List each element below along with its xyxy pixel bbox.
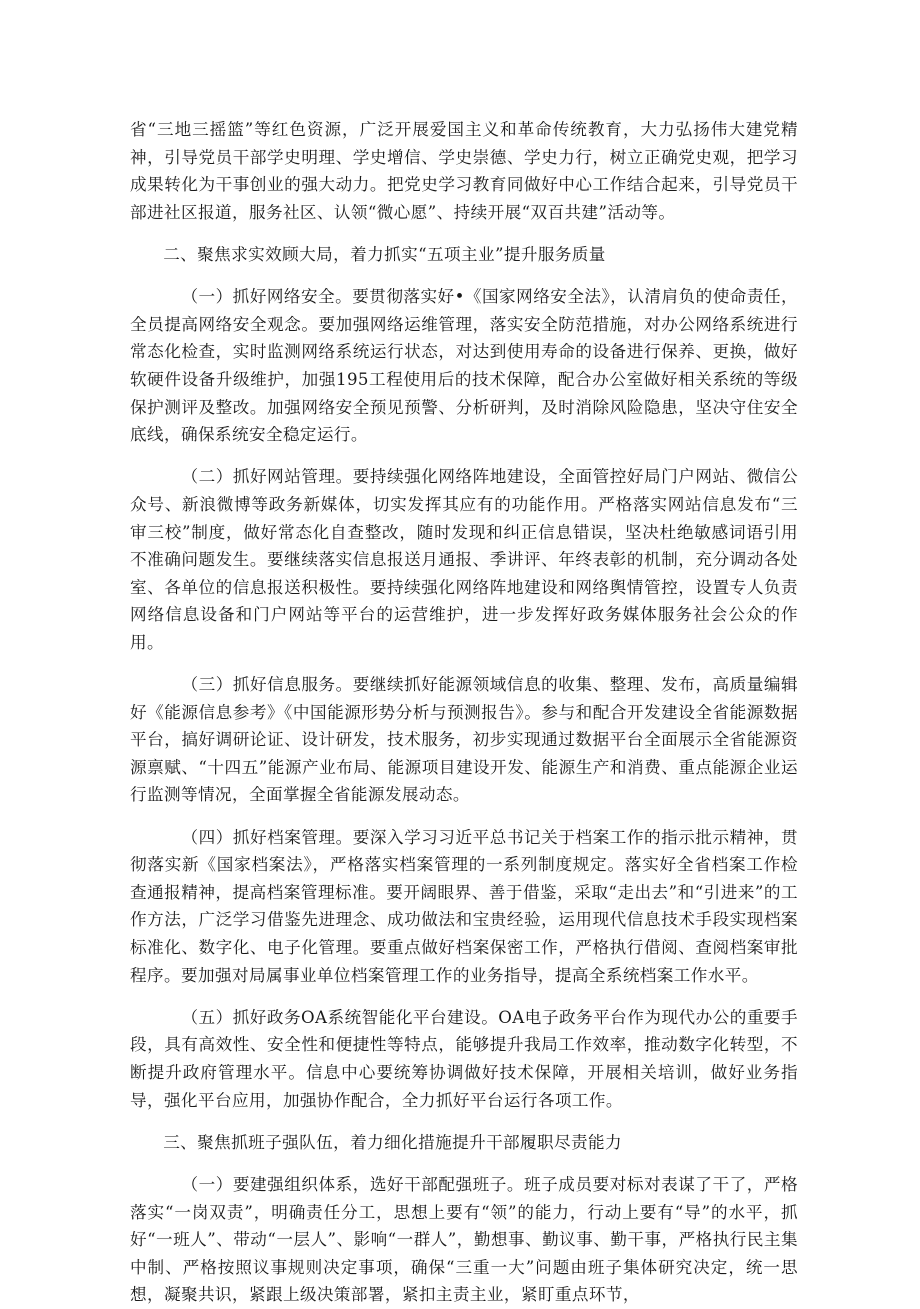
body-paragraph: 省“三地三摇篮”等红色资源，广泛开展爱国主义和革命传统教育，大力弘扬伟大建党精神，引导党员干部学史明理、学史增信、学史崇德、学史力行，树立正确党史观，把学习成果转化为干事创业的强大动力。把党史学习教育同做好中心工作结合起来，引导党员干部进社区报道，服务社区、认领“微心愿”、持续开展“双百共建”活动等。 xyxy=(130,120,798,222)
sub-item-paragraph: （五）抓好政务OA系统智能化平台建设。OA电子政务平台作为现代办公的重要手段，具有高效性、安全性和便捷性等特点，能够提升我局工作效率，推动数字化转型，不断提升政府管理水平。信息中心要统筹协调做好技术保障，开展相关培训，做好业务指导，强化平台应用，加强协作配合，全力抓好平台运行各项工作。 xyxy=(130,1007,798,1110)
sub-item-paragraph: （四）抓好档案管理。要深入学习习近平总书记关于档案工作的指示批示精神，贯彻落实新《国家档案法》，严格落实档案管理的一系列制度规定。落实好全省档案工作检查通报精神，提高档案管理标准。要开阔眼界、善于借鉴，采取“走出去”和“引进来”的工作方法，广泛学习借鉴先进理念、成功做法和宝贵经验，运用现代信息技术手段实现档案标准化、数字化、电子化管理。要重点做好档案保密工作，严格执行借阅、查阅档案审批程序。要加强对局属事业单位档案管理工作的业务指导，提高全系统档案工作水平。 xyxy=(130,827,798,985)
sub-item-paragraph: （二）抓好网站管理。要持续强化网络阵地建设，全面管控好局门户网站、微信公众号、新浪微博等政务新媒体，切实发挥其应有的功能作用。严格落实网站信息发布“三审三校”制度，做好常态化自查整改，随时发现和纠正信息错误，坚决杜绝敏感词语引用不准确问题发生。要继续落实信息报送月通报、季讲评、年终表彰的机制，充分调动各处室、各单位的信息报送积极性。要持续强化网络阵地建设和网络舆情管控，设置专人负责网络信息设备和门户网站等平台的运营维护，进一步发挥好政务媒体服务社会公众的作用。 xyxy=(130,467,798,652)
sub-item-paragraph: （一）要建强组织体系，选好干部配强班子。班子成员要对标对表谋了干了，严格落实“一岗双责”，明确责任分工，思想上要有“领”的能力，行动上要有“导”的水平，抓好“一班人”、带动“一层人”、影响“一群人”，勤想事、勤议事、勤干事，严格执行民主集中制、严格按照议事规则决定事项，确保“三重一大”问题由班子集体研究决定，统一思想，凝聚共识，紧跟上级决策部署，紧扣主责主业，紧盯重点环节， xyxy=(130,1174,798,1305)
sub-item-paragraph: （三）抓好信息服务。要继续抓好能源领域信息的收集、整理、发布，高质量编辑好《能源信息参考》《中国能源形势分析与预测报告》。参与和配合开发建设全省能源数据平台，搞好调研论证、设计研发，技术服务，初步实现通过数据平台全面展示全省能源资源禀赋、“十四五”能源产业布局、能源项目建设开发、能源生产和消费、重点能源企业运行监测等情况，全面掌握全省能源发展动态。 xyxy=(130,675,798,805)
section-heading: 二、聚焦求实效顾大局，着力抓实“五项主业”提升服务质量 xyxy=(163,244,606,264)
sub-item-paragraph: （一）抓好网络安全。要贯彻落实好•《国家网络安全法》，认清肩负的使命责任，全员提高网络安全观念。要加强网络运维管理，落实安全防范措施，对办公网络系统进行常态化检查，实时监测网络系统运行状态，对达到使用寿命的设备进行保养、更换，做好软硬件设备升级维护，加强195工程使用后的技术保障，配合办公室做好相关系统的等级保护测评及整改。加强网络安全预见预警、分析研判，及时消除风险隐患，坚决守住安全底线，确保系统安全稳定运行。 xyxy=(130,287,798,445)
section-heading: 三、聚焦抓班子强队伍，着力细化措施提升干部履职尽责能力 xyxy=(163,1132,623,1152)
